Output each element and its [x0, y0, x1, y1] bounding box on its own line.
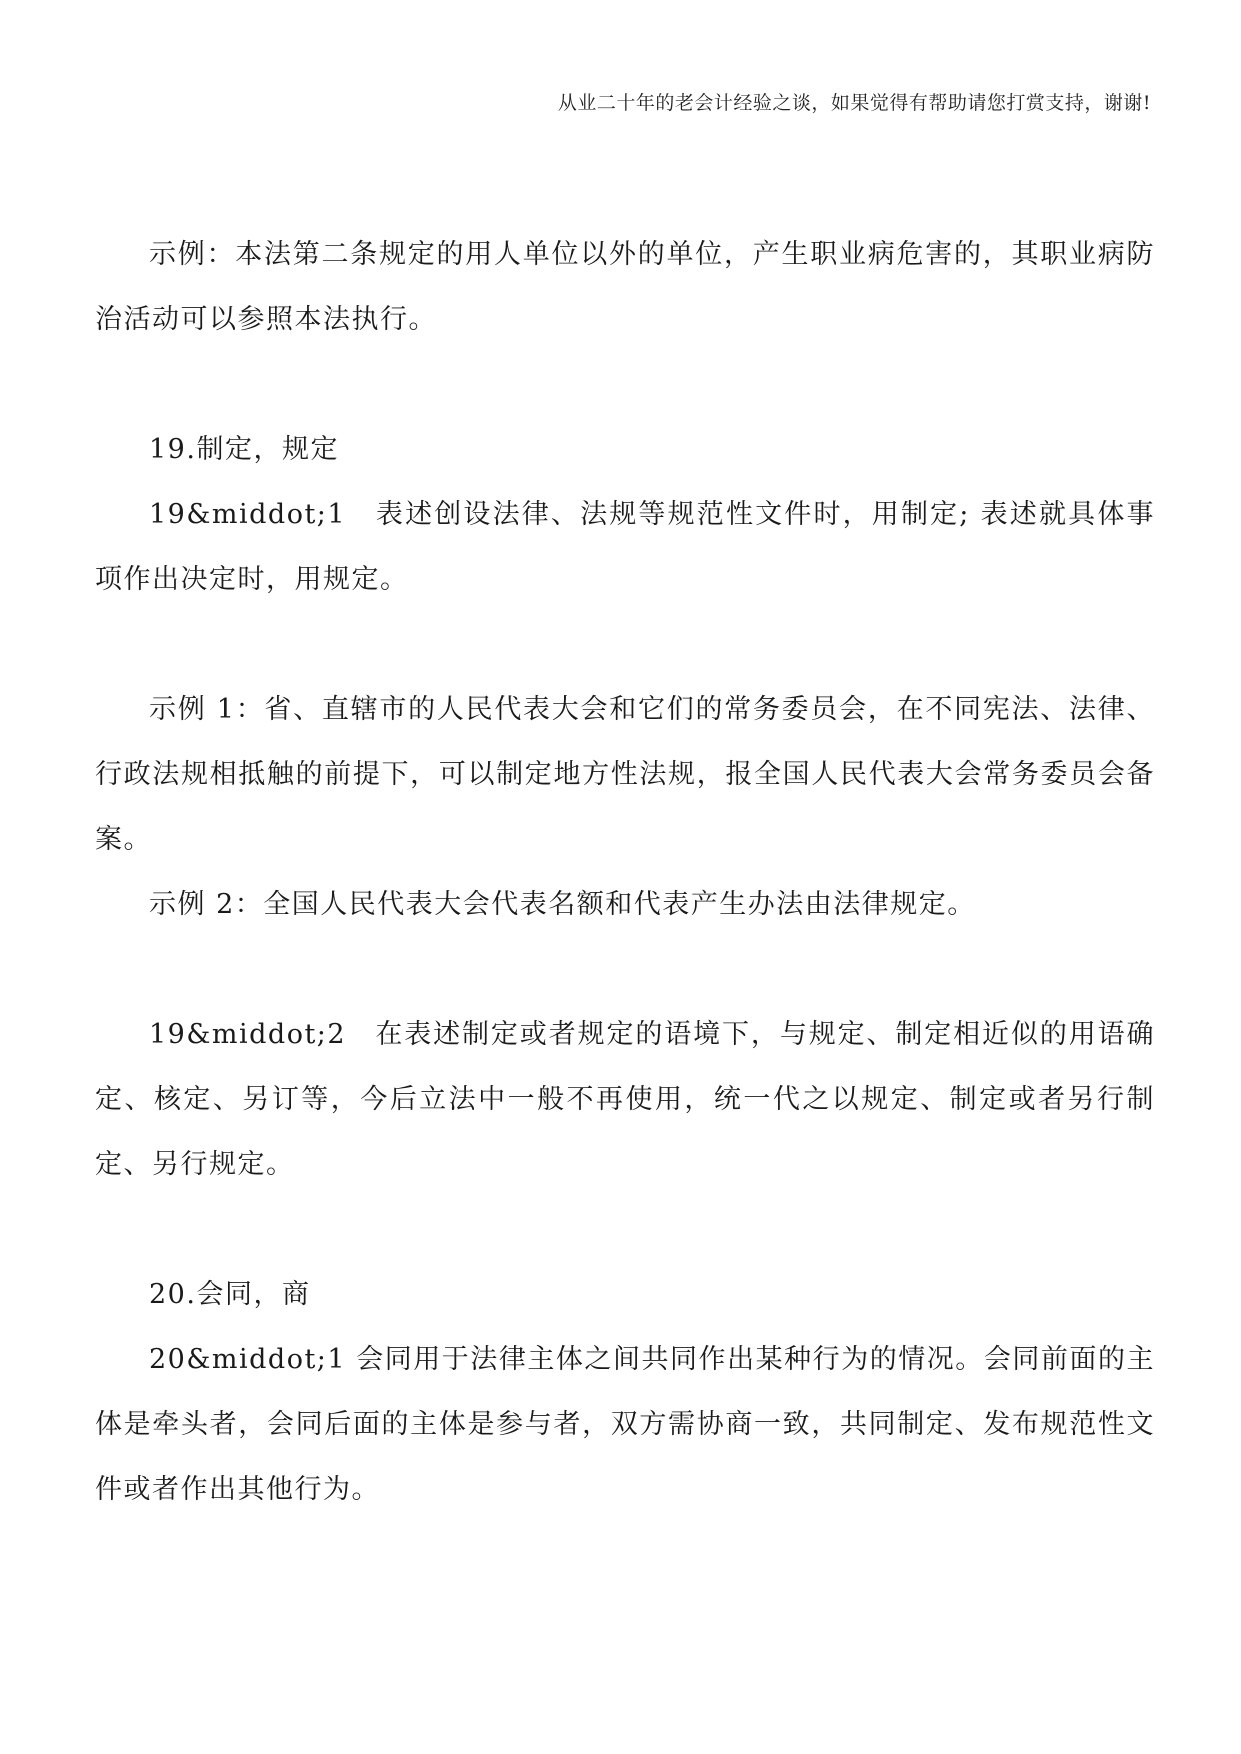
spacer [95, 612, 1155, 677]
spacer [95, 352, 1155, 417]
section-heading-20: 20.会同，商 [149, 1279, 311, 1310]
section-heading-19: 19.制定，规定 [149, 434, 339, 465]
document-body [95, 222, 1155, 1522]
paragraph-19-2: 19&middot;2 在表述制定或者规定的语境下，与规定、制定相近似的用语确定、核定、另订等，今后立法中一般不再使用，统一代之以规定、制定或者另行制定、另行规定。 [95, 1019, 1155, 1180]
spacer [95, 1197, 1155, 1262]
paragraph-example-2: 示例 2：全国人民代表大会代表名额和代表产生办法由法律规定。 [149, 889, 976, 920]
paragraph-example-1: 示例 1：省、直辖市的人民代表大会和它们的常务委员会，在不同宪法、法律、行政法规相抵触的前提下，可以制定地方性法规，报全国人民代表大会常务委员会备案。 [95, 694, 1155, 855]
page-header: 从业二十年的老会计经验之谈，如果觉得有帮助请您打赏支持，谢谢! [557, 92, 1151, 114]
spacer [95, 937, 1155, 1002]
paragraph-20-1: 20&middot;1 会同用于法律主体之间共同作出某种行为的情况。会同前面的主体是牵头者，会同后面的主体是参与者，双方需协商一致，共同制定、发布规范性文件或者作出其他行为。 [95, 1344, 1155, 1505]
paragraph-example: 示例：本法第二条规定的用人单位以外的单位，产生职业病危害的，其职业病防治活动可以参照本法执行。 [95, 239, 1155, 335]
paragraph-19-1: 19&middot;1 表述创设法律、法规等规范性文件时，用制定; 表述就具体事项作出决定时，用规定。 [95, 499, 1155, 595]
